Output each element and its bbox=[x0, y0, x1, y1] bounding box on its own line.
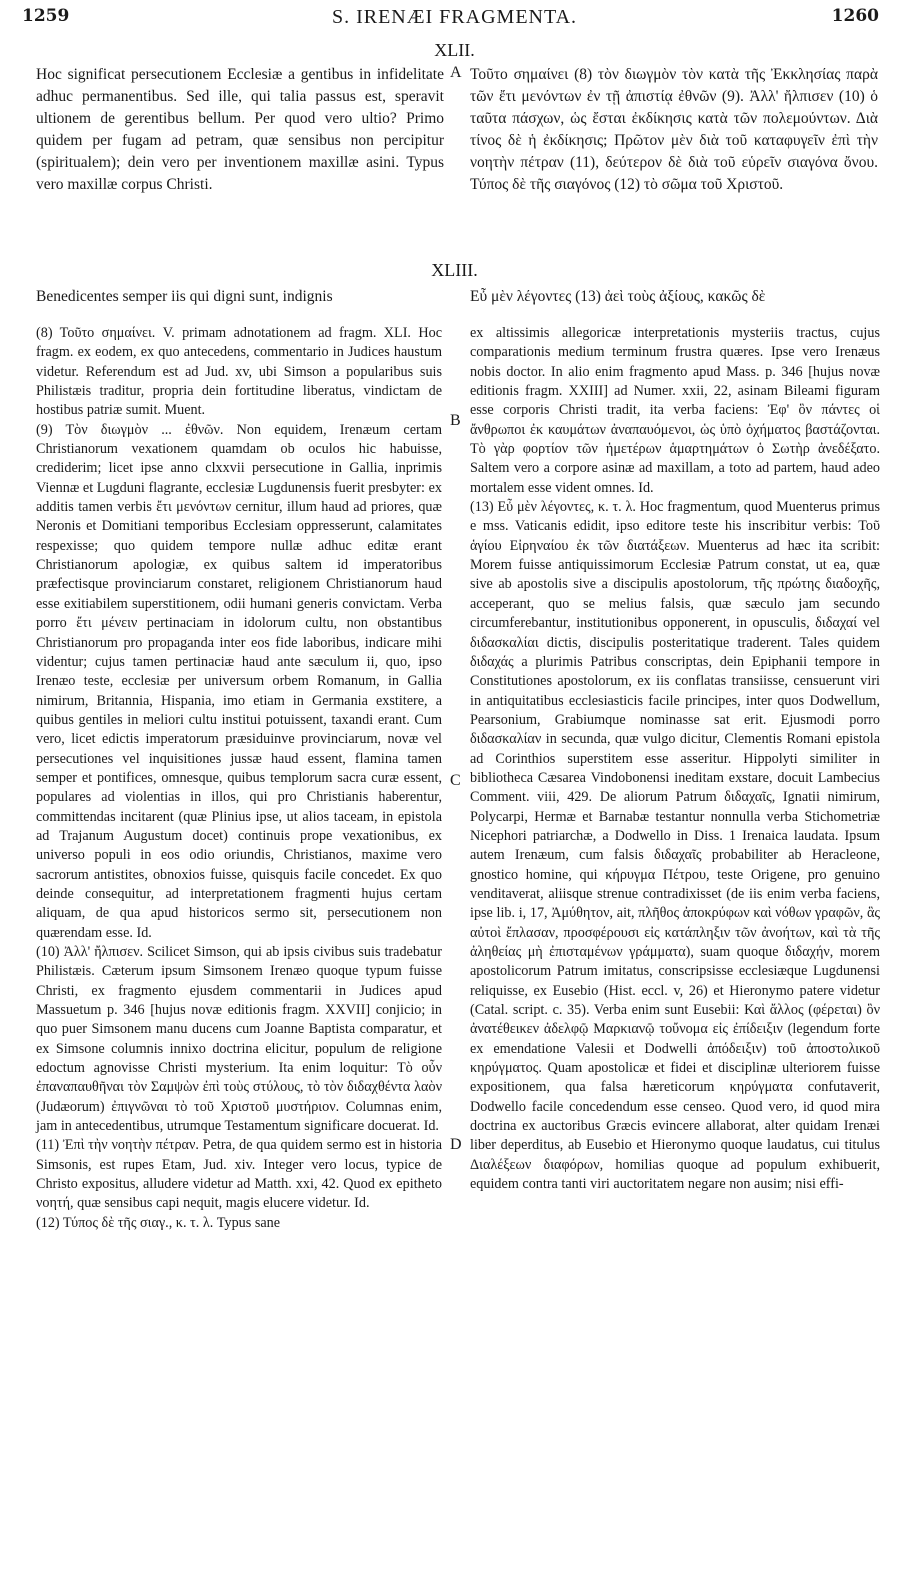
footnote-12-continued: ex altissimis allegoricæ interpretationis mysteriis tractus, cujus comparationis medium terminum frustra quæres. Ipse vero Irenæus nobis doctor. In alio enim fragmento apud Mass. p. 346 [hujus novæ editionis fragm. XXIII] ad Numer. xxii, 22, asinam Bileami figuram esse corporis Christi tradit, ita verba faciens: Ἐφ' ὃν πάντες οἱ ἄνθρωποι ἐκ καυμάτων ἀναπαυόμενοι, ὡς ὑπὸ ὀχήματος βαστάζονται. Τὸ γὰρ φορτίον τῶν ἡμετέρων ἁμαρτημάτων ὁ Σωτὴρ ἀνεδέξατο. Saltem vero a corpore asinæ ad maxillam, a toto ad partem, haud adeo mortalem esse vident omnes. Id. bbox=[470, 325, 880, 496]
margin-letter-d: D bbox=[450, 1136, 462, 1153]
footnote-10: (10) Ἀλλ' ἤλπισεν. Scilicet Simson, qui ab ipsis civibus suis tradebatur Philistæis. Cæterum ipsum Simsonem Irenæo quoque typum fuisse Christi, ex fragmento ejusdem commentarii in Judices apud Massuetum p. 346 [hujus novæ editionis fragm. XXVII] conjicio; in quo puer Simsonem manu ducens cum Joanne Baptista comparatur, et ex Simsone columnis innixo doctrina elicitur, populum de religione edoctum agnovisse Christi mysterium. Ita enim loquitur: Τὸ οὖν ἐπαναπαυθῆναι τὸν Σαμψὼν ἐπὶ τοὺς στύλους, τὸ τὸν διδαχθέντα λαὸν (Judæorum) ἐπιγνῶναι τὸ τοῦ Χριστοῦ μυστήριον. Columnas enim, jam in antecedentibus, utrumque Testamentum significare docuerat. Id. bbox=[36, 944, 442, 1135]
latin-text-xliii bbox=[36, 286, 444, 308]
greek-text-xliii bbox=[470, 286, 878, 308]
running-header bbox=[0, 6, 909, 34]
greek-paragraph: Εὖ μὲν λέγοντες (13) ἀεὶ τοὺς ἀξίους, κακῶς δὲ bbox=[470, 288, 766, 305]
footnote-9: (9) Τὸν διωγμὸν ... ἐθνῶν. Non equidem, Irenæum certam Christianorum vexationem quamdam ob oculos hic habuisse, crediderim; licet ipse anno clxxvii persecutione in Gallia, inprimis Viennæ et Lugduni flagrante, ecclesiæ Lugdunensis fuerit presbyter: ex additis tamen verbis ἔτι μενόντων cernitur, illum haud ad priores, quæ Neronis et Domitiani temporibus Ecclesiam oppresserunt, calamitates respexisse; quo quidem tempore nullæ adhuc editæ erant Christianorum apologiæ, ex quibus saltem id imperatoribus præfectisque provinciarum constaret, religionem Christianorum haud esse exitiabilem superstitionem, odii humani generis convictam. Verba porro ἔτι μένειν pertinaciam in idolorum cultu, non obstantibus Christianorum pro propaganda inter eos fide laboribus, indicare mihi videntur; cujus tamen pertinaciæ haud ante sæculum ii, quo, ipso Irenæo teste, ecclesiæ per universum orbem Romanum, in Gallia nimirum, Britannia, Hispania, imo etiam in Germania exstitere, a quibus gentiles in meliori cultu institui potuissent, taxandi erant. Cum vero, licet edictis imperatorum præsiduinve provinciarum, novæ vel persecutiones vel inquisitiones jussæ haud essent, flamina tamen semper et pontifices, omnesque, quibus templorum sacra curæ essent, populares ad violentias in illos, qui pro Christianis haberentur, committendas incitarent (quæ Plinius ipse, ut alios taceam, in epistola ad Trajanum Augustum docet) continuis prope vexationibus, ex universo populi in eos odio oriundis, Christianos, maxime vero sacrorum antistites, obnoxios fuisse, quisquis facile concedet. Ex quo deinde consequitur, ad interpretationem fragmenti hujus certam aliquam, de qua apud historicos sermo sit, persecutionem non quærendam esse. Id. bbox=[36, 421, 442, 941]
margin-letter-c: C bbox=[450, 772, 461, 789]
margin-letter-a: A bbox=[450, 64, 462, 81]
section-number-xliii: XLIII. bbox=[431, 260, 478, 280]
footnote-11: (11) Ἐπὶ τὴν νοητὴν πέτραν. Petra, de qua quidem sermo est in historia Simsonis, est rupes Etam, Jud. xiv. Integer vero locus, typice de Christo expositus, alludere videtur ad Matth. xxi, 42. Quod ex epitheto νοητή, quæ sensibus capi nequit, magis elucere videtur. Id. bbox=[36, 1137, 442, 1212]
latin-paragraph: Hoc significat persecutionem Ecclesiæ a gentibus in infidelitate adhuc permanentibus. Sed ille, qui talia passus est, speravit ultionem de gerentibus bellum. Per quod vero ultio? Primo quidem per fugam ad petram, quæ sensibus non percipitur (spiritualem); dein vero per inventionem maxillæ asini. Typus vero maxillæ corpus Christi. bbox=[36, 66, 444, 193]
section-number-xlii: XLII. bbox=[434, 40, 475, 60]
page-number-right: 1260 bbox=[831, 6, 879, 26]
footnotes-right-column bbox=[470, 324, 880, 1194]
footnotes-left-column bbox=[36, 324, 442, 1233]
latin-text-xlii bbox=[36, 64, 444, 196]
margin-letter-b: B bbox=[450, 412, 461, 429]
page-number-left: 1259 bbox=[22, 6, 70, 26]
running-title: S. IRENÆI FRAGMENTA. bbox=[331, 6, 578, 28]
footnote-12: (12) Τύπος δὲ τῆς σιαγ., κ. τ. λ. Typus sane bbox=[36, 1214, 281, 1231]
greek-text-xlii bbox=[470, 64, 878, 196]
footnote-8: (8) Τοῦτο σημαίνει. V. primam adnotationem ad fragm. XLI. Hoc fragm. ex eodem, ex quo antecedens, commentario in Judices haustum videtur. Referendum est ad Jud. xv, ubi Simson a popularibus suis Philistæis traditur, propria dein fortitudine liberatus, vindictam de hostibus patriæ sumit. Muent. bbox=[36, 325, 442, 419]
latin-paragraph: Benedicentes semper iis qui digni sunt, indignis bbox=[36, 288, 333, 305]
footnote-13: (13) Εὖ μὲν λέγοντες, κ. τ. λ. Hoc fragmentum, quod Muenterus primus e mss. Vaticanis edidit, ipso editore teste his inscribitur verbis: Τοῦ ἁγίου Εἰρηναίου ἐκ τῶν διατάξεων. Muenterus ad hæc ita scribit: Morem fuisse antiquissimorum Ecclesiæ Patrum constat, ut ea, quæ sive ab apostolis sive a discipulis apostolorum, τῆς πρώτης διαδοχῆς, acceperant, quo se melius falsis, quæ sæculo jam secundo circumferebantur, institutionibus opponerent, in opusculis, διδαχαί vel διδασκαλίαι dictis, discipulis posteritatique traderent. Tales quidem διδαχάς a plurimis Patribus conscriptas, dein Epiphanii tempore in Constitutiones apostolorum, ex iis conflatas transiisse, censuerunt viri in antiquitatibus ecclesiasticis facile principes, inter quos Dodwellum, Pearsonium, Grabiumque nominasse sat erit. Ejusmodi porro διδασκαλίαν in secunda, quæ vulgo dicitur, Clementis Romani epistola ad Corinthios superstitem esse asseritur. Hippolyti similiter in bibliotheca Cæsarea Vindobonensi ineditam exstare, docuit Lambecius Comment. viii, 429. De aliorum Patrum διδαχαῖς, Ignatii nimirum, Polycarpi, Hermæ et Barnabæ testantur nonnulla verba Stichometriæ Nicephori patriarchæ, a Dodwello in Diss. 1 Irenaica laudata. Ipsum autem Irenæum, cum falsis διδαχαῖς probabiliter ab Heracleone, gnostico homine, qui κήρυγμα Πέτρου, teste Origene, pro genuino venditaverat, aliisque strenue contradixisset (de iis enim verba faciens, ipse lib. i, 17, Ἀμύθητον, ait, πλῆθος ἀποκρύφων καὶ νόθων γραφῶν, ἃς αὐτοὶ ἔπλασαν, προσφέρουσι εἰς κατάπληξιν τῶν ἀνοήτων, καὶ τὰ τῆς ἀληθείας μὴ ἐπισταμένων γράμματα), suam quoque διδαχήν, morem apostolicorum Patrum imitatus, conscripsisse ecclesiæque Lugdunensi reliquisse, ex Eusebio (Hist. eccl. v, 26) et Hieronymo patere videtur (Catal. script. c. 35). Verba enim sunt Eusebii: Καὶ ἄλλος (φέρεται) ὃν ἀνατέθεικεν ἀδελφῷ Μαρκιανῷ τοὔνομα εἰς ἐπίδειξιν (legendum forte ex emendatione Valesii et Dodwelli ἀπόδειξιν) τοῦ ἀποστολικοῦ κηρύγματος. Quam apostolicæ et fidei et disciplinæ ulteriorem fuisse expositionem, qua falsa hæreticorum κηρύγματα confutaverit, Dodwello facile concedendum esse censeo. Quod vero, id quod mira doctrina ex auctoribus Græcis evincere allaborat, alter quidam Irenæi liber deperditus, ab Eusebio et Hieronymo quoque laudatus, cui titulus Διαλέξεων διαφόρων, homilias quoque ad populum exhibuerit, equidem contra tanti viri auctoritatem negare non ausim; nisi effi- bbox=[470, 499, 880, 1193]
greek-paragraph: Τοῦτο σημαίνει (8) τὸν διωγμὸν τὸν κατὰ τῆς Ἐκκλησίας παρὰ τῶν ἔτι μενόντων ἐν τῇ ἀπιστίᾳ ἐθνῶν (9). Ἀλλ' ἤλπισεν (10) ὁ ταῦτα πάσχων, ὡς ἔσται ἐκδίκησις κατὰ τῶν πολεμούντων. Διὰ τίνος δὲ ἡ ἐκδίκησις; Πρῶτον μὲν διὰ τοῦ καταφυγεῖν ἐπὶ τὴν νοητὴν πέτραν (11), δεύτερον δὲ διὰ τοῦ εὑρεῖν σιαγόνα ὄνου. Τύπος δὲ τῆς σιαγόνος (12) τὸ σῶμα τοῦ Χριστοῦ. bbox=[470, 66, 878, 193]
